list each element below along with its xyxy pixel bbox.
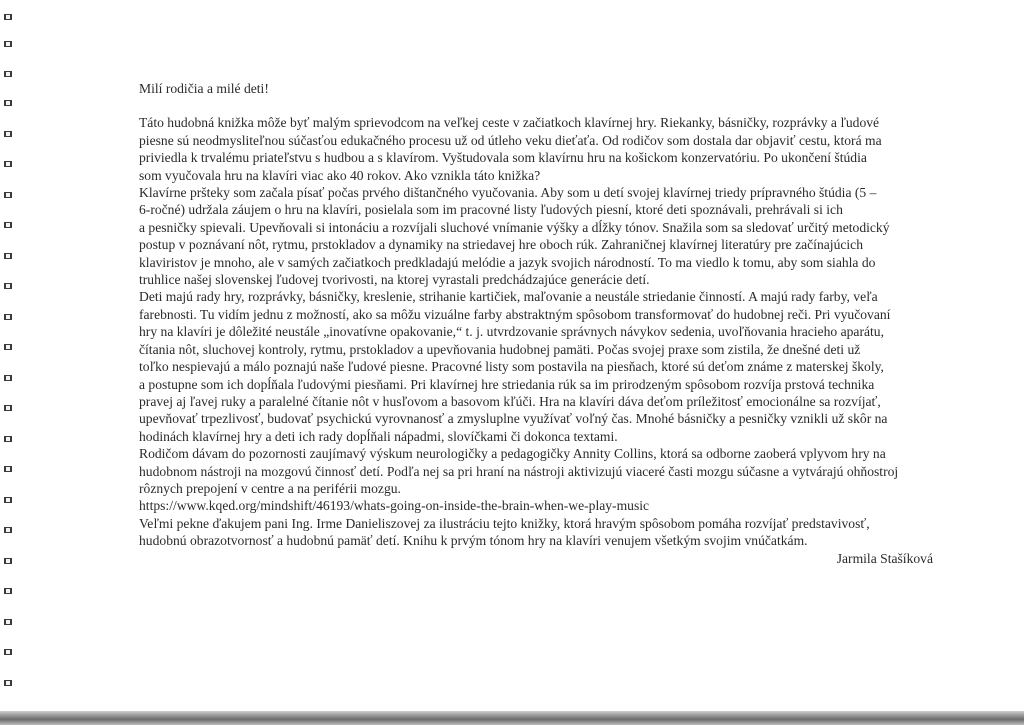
letter-closing-line: hudobnú obrazotvornosť a hudobnú pamäť detí. Knihu k prvým tónom hry na klavíri venujem všetkým svojim vnúčatkám. (139, 533, 808, 549)
binding-hole (4, 253, 12, 259)
binding-hole (4, 680, 12, 686)
letter-line: 6-ročné) udržala záujem o hru na klavíri, posielala som im pracovné listy ľudových piesní, ktoré deti spoznávali, prehrávali si ich (139, 202, 843, 218)
letter-line: som vyučovala hru na klavíri viac ako 40 rokov. Ako vznikla táto knižka? (139, 167, 541, 183)
letter-line: priviedla k trvalému priateľstvu s hudbou a s klavírom. Vyštudovala som klavírnu hru na košickom konzervatóriu. Po ukončení štúdia (139, 150, 867, 166)
letter-line: hry na klavíri je dôležité neustále „inovatívne opakovanie,“ t. j. utvrdzovanie správnych návykov sedenia, uvoľňovania hracieho aparátu, (139, 324, 884, 340)
letter-body (139, 80, 945, 567)
letter-line: Klavírne pršteky som začala písať počas prvého dištančného vyučovania. Aby som u detí svojej klavírnej triedy prípravného štúdia (5 – (139, 185, 877, 201)
letter-line: farebnosti. Tu vidím jednu z možností, ako sa môžu vizuálne farby abstraktným spôsobom transformovať do hudobnej reči. Pri vyučovaní (139, 306, 891, 322)
binding-hole (4, 527, 12, 533)
binding-hole (4, 558, 12, 564)
binding-hole (4, 283, 12, 289)
binding-hole (4, 588, 12, 594)
binding-hole (4, 436, 12, 442)
letter-line: Rodičom dávam do pozornosti zaujímavý výskum neurologičky a pedagogičky Annity Collins, ktorá sa odborne zaoberá vplyvom hry na (139, 446, 886, 462)
letter-line: truhlice našej slovenskej ľudovej tvorivosti, na ktorej vyrastali predchádzajúce generácie detí. (139, 272, 650, 288)
letter-greeting: Milí rodičia a milé deti! (139, 81, 269, 96)
binding-hole (4, 222, 12, 228)
letter-line: pravej aj ľavej ruky a paralelné čítanie nôt v husľovom a basovom kľúči. Hra na klavíri dáva deťom príležitosť emocionálne sa rozvíjať, (139, 393, 881, 409)
binding-hole (4, 41, 12, 47)
binding-hole (4, 375, 12, 381)
spiral-binding (0, 0, 40, 725)
binding-hole (4, 344, 12, 350)
binding-hole (4, 466, 12, 472)
letter-line: hodinách klavírnej hry a deti ich rady dopĺňali nápadmi, slovíčkami či dokonca textami. (139, 428, 618, 444)
research-link: https://www.kqed.org/mindshift/46193/whats-going-on-inside-the-brain-when-we-play-music (139, 498, 650, 514)
letter-line: rôznych prepojení v centre a na periférii mozgu. (139, 480, 401, 496)
letter-line: hudobnom nástroji na mozgovú činnosť detí. Podľa nej sa pri hraní na nástroji aktivizujú viaceré časti mozgu súčasne a vytvárajú ohňostroj (139, 463, 899, 479)
binding-hole (4, 649, 12, 655)
binding-hole (4, 131, 12, 137)
binding-hole (4, 314, 12, 320)
binding-hole (4, 497, 12, 503)
letter-line: toľko nespievajú a málo poznajú naše ľudové piesne. Pracovné listy som postavila na piesňach, ktoré sú deťom známe z materskej školy, (139, 359, 884, 375)
signature: Jarmila Stašíková (836, 550, 933, 566)
binding-hole (4, 405, 12, 411)
binding-hole (4, 619, 12, 625)
binding-hole (4, 161, 12, 167)
letter-line: Deti majú rady hry, rozprávky, básničky, kreslenie, strihanie kartičiek, maľovanie a neustále striedanie činností. A majú rady farby, veľa (139, 289, 878, 305)
binding-hole (4, 14, 12, 20)
binding-hole (4, 192, 12, 198)
letter-closing-line: Veľmi pekne ďakujem pani Ing. Irme Danieliszovej za ilustráciu tejto knižky, ktorá hravým spôsobom pomáha rozvíjať predstavivosť, (139, 515, 870, 531)
letter-line: klaviristov je mnoho, ale v samých začiatkoch predkladajú melódie a jazyk svojich národností. To ma viedlo k tomu, aby som siahla do (139, 254, 876, 270)
page-bottom-edge (0, 711, 1024, 725)
letter-line: postup v poznávaní nôt, rytmu, prstokladov a dynamiky na striedavej hre oboch rúk. Zahraničnej klavírnej literatúry pre začínajúcich (139, 237, 864, 253)
letter-line: a postupne som ich dopĺňala ľudovými piesňami. Pri klavírnej hre striedania rúk sa im prirodzeným spôsobom rozvíja prstová technika (139, 376, 875, 392)
letter-line: Táto hudobná knižka môže byť malým sprievodcom na veľkej ceste v začiatkoch klavírnej hry. Riekanky, básničky, rozprávky a ľudové (139, 115, 880, 131)
letter-line: upevňovať trpezlivosť, budovať psychickú vyrovnanosť a zmysluplne využívať voľný čas. Mnohé básničky a pesničky vznikli už skôr na (139, 411, 888, 427)
binding-hole (4, 100, 12, 106)
letter-line: čítania nôt, sluchovej kontroly, rytmu, prstokladov a upevňovania hudobnej pamäti. Počas svojej praxe som zistila, že dnešné deti už (139, 341, 861, 357)
binding-hole (4, 71, 12, 77)
letter-line: piesne sú neodmysliteľnou súčasťou edukačného procesu už od útleho veku dieťaťa. Od rodičov som dostala dar objaviť cestu, ktorá ma (139, 132, 882, 148)
letter-line: a pesničky spievali. Upevňovali si intonáciu a rozvíjali sluchové vnímanie výšky a dĺžky tónov. Snažila som sa sledovať určitý metodický (139, 219, 890, 235)
